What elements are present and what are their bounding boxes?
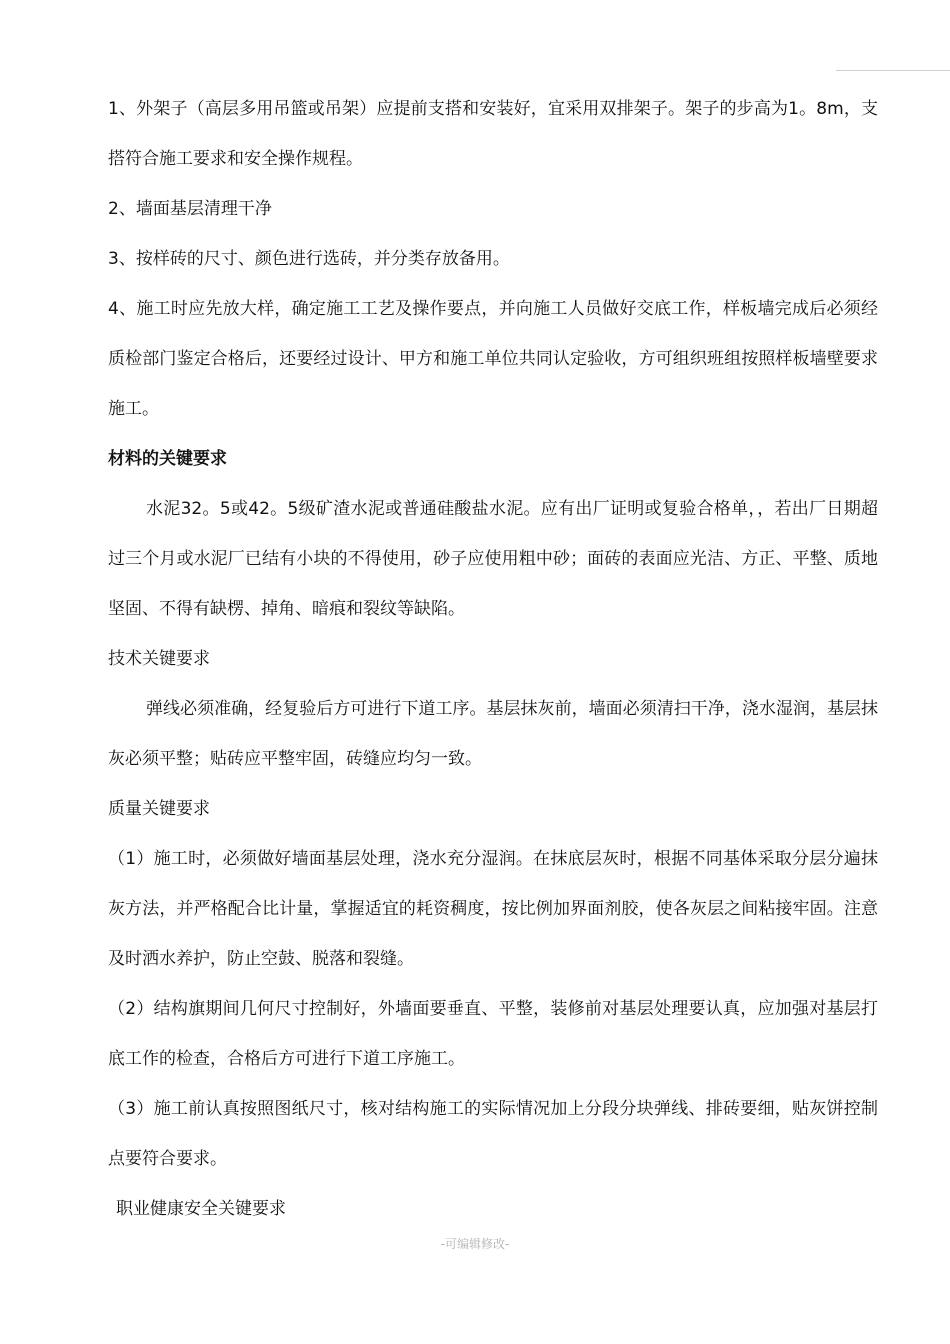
- paragraph-quality-1: （1）施工时，必须做好墙面基层处理，浇水充分湿润。在抹底层灰时，根据不同基体采取分层分遍抹灰方法，并严格配合比计量，掌握适宜的耗资稠度，按比例加界面剂胶，使各灰层之间粘接牢固。注意及时洒水养护，防止空鼓、脱落和裂缝。: [108, 849, 878, 969]
- heading-material-requirements: 材料的关键要求: [108, 449, 227, 469]
- heading-quality-requirements: 质量关键要求: [108, 799, 210, 819]
- document-body: [108, 84, 878, 1234]
- page-footer: -可编辑修改-: [440, 1237, 510, 1251]
- header-rule: [836, 70, 950, 71]
- paragraph-materials: 水泥32。5或42。5级矿渣水泥或普通硅酸盐水泥。应有出厂证明或复验合格单，，若出厂日期超过三个月或水泥厂已结有小块的不得使用，砂子应使用粗中砂；面砖的表面应光洁、方正、平整、质地坚固、不得有缺楞、掉角、暗痕和裂纹等缺陷。: [108, 499, 878, 619]
- paragraph-quality-3: （3）施工前认真按照图纸尺寸，核对结构施工的实际情况加上分段分块弹线、排砖要细，贴灰饼控制点要符合要求。: [108, 1099, 878, 1169]
- paragraph-quality-2: （2）结构旗期间几何尺寸控制好，外墙面要垂直、平整，装修前对基层处理要认真，应加强对基层打底工作的检查，合格后方可进行下道工序施工。: [108, 999, 878, 1069]
- paragraph-scaffolding: 1、外架子（高层多用吊篮或吊架）应提前支搭和安装好，宜采用双排架子。架子的步高为1。8m，支搭符合施工要求和安全操作规程。: [108, 99, 878, 169]
- heading-technical-requirements: 技术关键要求: [108, 649, 210, 669]
- heading-health-safety-requirements: 职业健康安全关键要求: [116, 1199, 286, 1219]
- paragraph-technical: 弹线必须准确，经复验后方可进行下道工序。基层抹灰前，墙面必须清扫干净，浇水湿润，基层抹灰必须平整；贴砖应平整牢固，砖缝应均匀一致。: [108, 699, 878, 769]
- paragraph-base-cleaning: 2、墙面基层清理干净: [108, 199, 272, 219]
- paragraph-tile-selection: 3、按样砖的尺寸、颜色进行选砖，并分类存放备用。: [108, 249, 510, 269]
- paragraph-sample-wall: 4、施工时应先放大样，确定施工工艺及操作要点，并向施工人员做好交底工作，样板墙完成后必须经质检部门鉴定合格后，还要经过设计、甲方和施工单位共同认定验收，方可组织班组按照样板墙壁要求施工。: [108, 299, 878, 419]
